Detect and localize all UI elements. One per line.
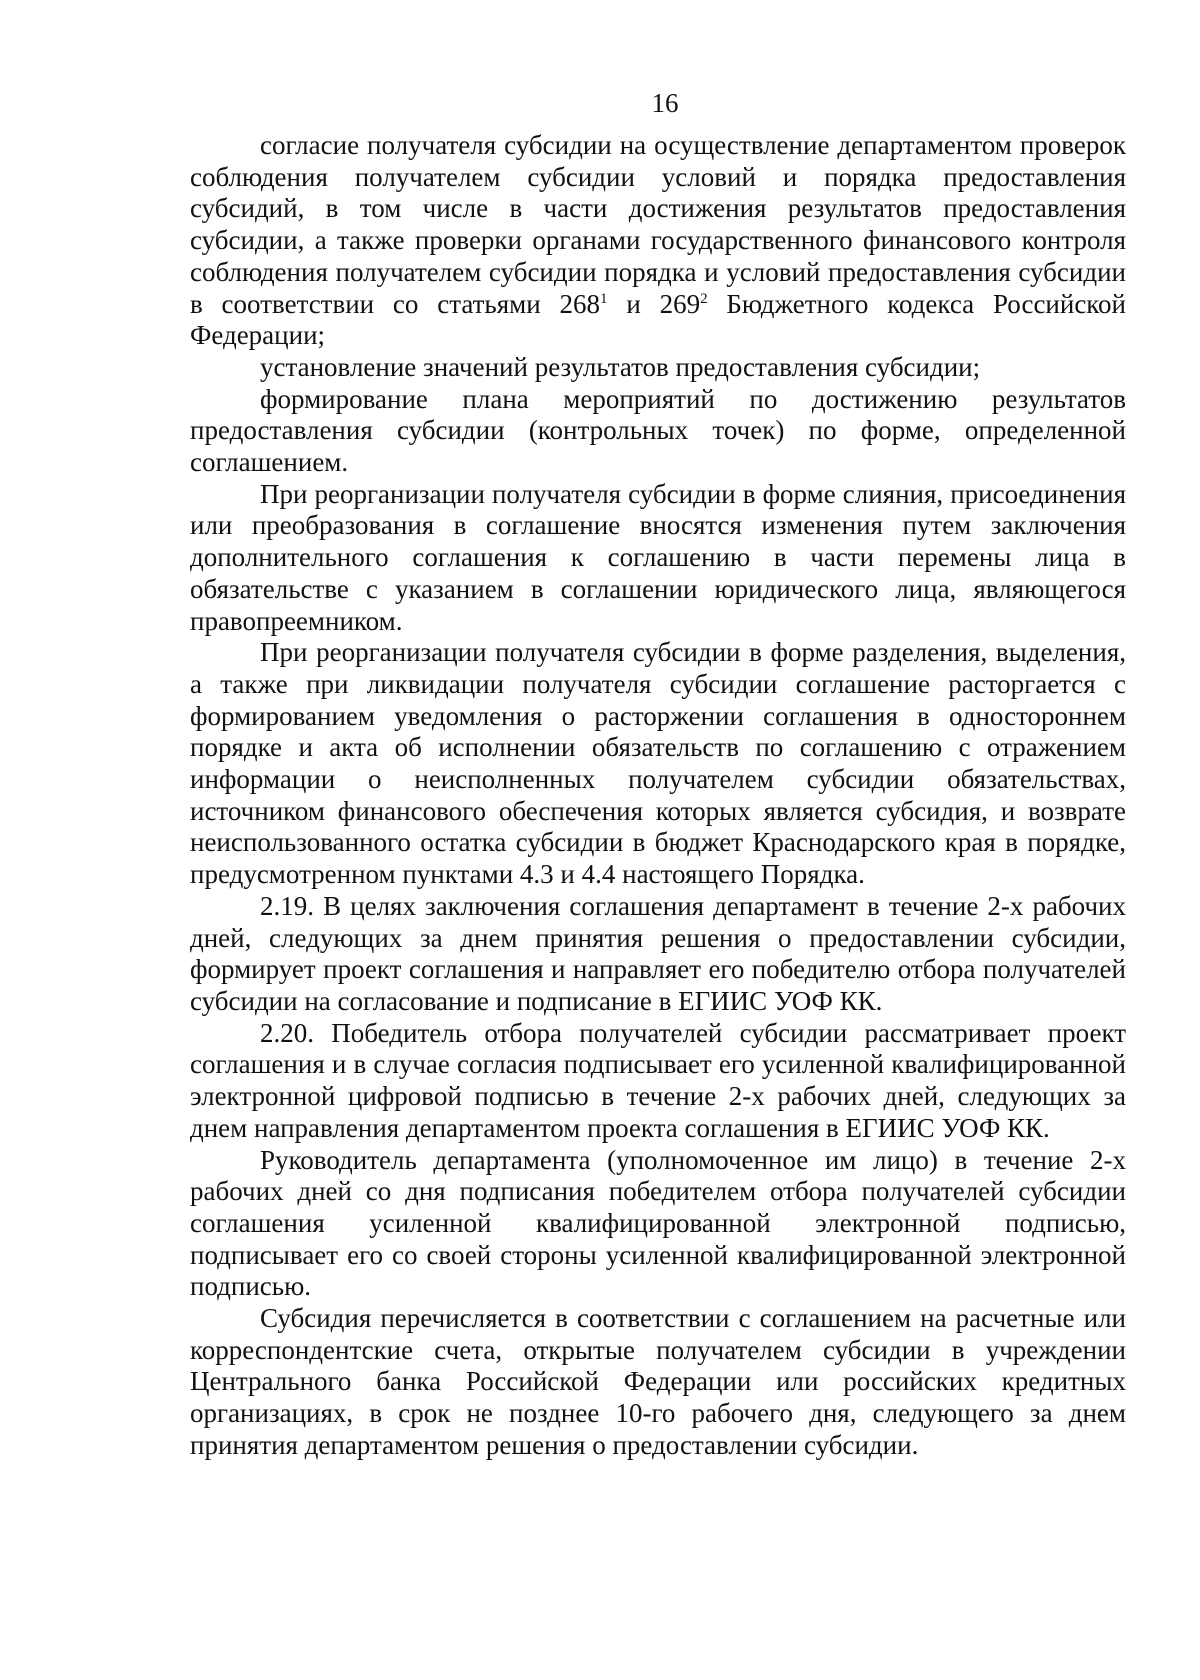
document-body: [190, 130, 1126, 1462]
paragraph-results-values: установление значений результатов предоставления субсидии;: [260, 351, 981, 382]
paragraph-reorganization-division: При реорганизации получателя субсидии в форме разделения, выделения, а также при ликвидации получателя субсидии соглашение расторгается с формированием уведомления о расторжении соглашения в одностороннем порядке и акта об исполнении обязательств по соглашению с отражением информации о неисполненных получателем субсидии обязательствах, источником финансового обеспечения которых является субсидия, и возврате неиспользованного остатка субсидии в бюджет Краснодарского края в порядке, предусмотренном пунктами 4.3 и 4.4 настоящего Порядка.: [190, 637, 1126, 890]
paragraph-2-20: 2.20. Победитель отбора получателей субсидии рассматривает проект соглашения и в случае согласия подписывает его усиленной квалифицированной электронной цифровой подписью в течение 2-х рабочих дней, следующих за днем направления департаментом проекта соглашения в ЕГИИС УОФ КК.: [190, 1017, 1126, 1143]
paragraph-subsidy-transfer: Субсидия перечисляется в соответствии с соглашением на расчетные или корреспондентские счета, открытые получателем субсидии в учреждении Центрального банка Российской Федерации или российских кредитных организациях, в срок не позднее 10-го рабочего дня, следующего за днем принятия департаментом решения о предоставлении субсидии.: [190, 1303, 1126, 1460]
page-number: 16: [651, 88, 679, 118]
article-number: 268: [559, 288, 601, 319]
article-number: 269: [659, 288, 701, 319]
paragraph-2-19: 2.19. В целях заключения соглашения департамент в течение 2-х рабочих дней, следующих за днем принятия решения о предоставлении субсидии, формирует проект соглашения и направляет его победителю отбора получателей субсидии на согласование и подписание в ЕГИИС УОФ КК.: [190, 890, 1126, 1016]
law-reference: Бюджетного кодекса Российской Федерации;: [190, 288, 1126, 351]
conjunction-text: и: [607, 288, 660, 319]
paragraph-reorganization-merger: При реорганизации получателя субсидии в форме слияния, присоединения или преобразования в соглашение вносятся изменения путем заключения дополнительного соглашения к соглашению в части перемены лица в обязательстве с указанием в соглашении юридического лица, являющегося правопреемником.: [190, 478, 1126, 636]
paragraph-action-plan: формирование плана мероприятий по достижению результатов предоставления субсидии (контрольных точек) по форме, определенной соглашением.: [190, 383, 1126, 478]
article-superscript: 1: [600, 290, 608, 307]
paragraph-agreement-consent: [190, 130, 1126, 352]
paragraph-head-signature: Руководитель департамента (уполномоченное им лицо) в течение 2-х рабочих дней со дня подписания победителем отбора получателей субсидии соглашения усиленной квалифицированной электронной подписью, подписывает его со своей стороны усиленной квалифицированной электронной подписью.: [190, 1144, 1126, 1302]
paragraph-text: согласие получателя субсидии на осуществление департаментом проверок соблюдения получателем субсидии условий и порядка предоставления субсидий, в том числе в части достижения результатов предоставления субсидии, а также проверки органами государственного финансового контроля соблюдения получателем субсидии порядка и условий предоставления субсидии в соответствии со статьями: [190, 130, 1126, 319]
article-superscript: 2: [700, 290, 708, 307]
